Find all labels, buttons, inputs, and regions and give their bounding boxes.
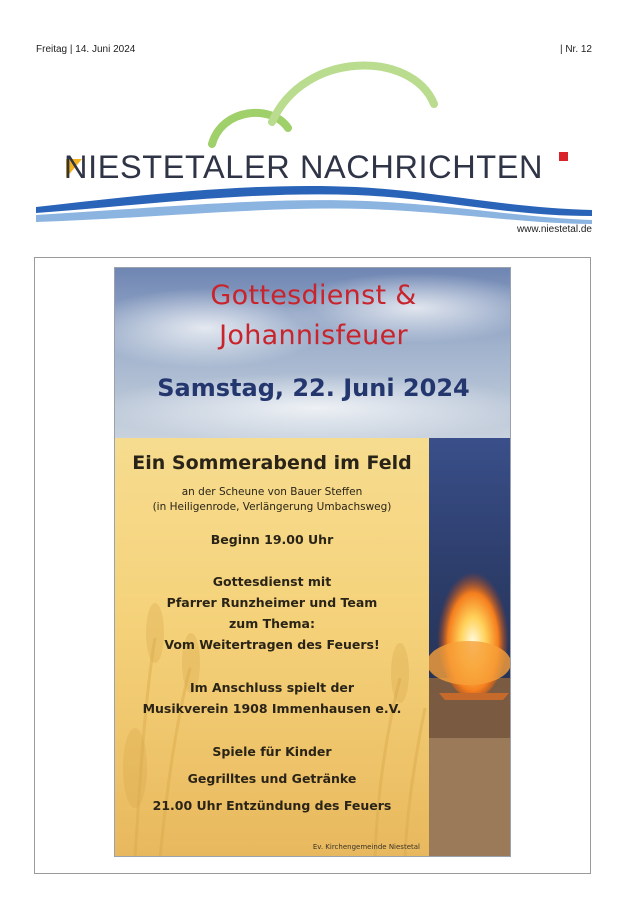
poster-kids: Spiele für Kinder (212, 744, 332, 759)
poster-service-line-1: Gottesdienst mit (212, 574, 332, 589)
masthead-red-square (559, 152, 568, 161)
poster-food: Gegrilltes und Getränke (187, 771, 357, 786)
poster-music-line-1: Im Anschluss spielt der (189, 680, 355, 695)
poster-credit: Ev. Kirchengemeinde Niestetal (312, 843, 420, 851)
poster-date: Samstag, 22. Juni 2024 (157, 374, 470, 402)
poster-title: Ein Sommerabend im Feld (132, 452, 412, 474)
event-poster (114, 267, 511, 857)
masthead-logo (36, 56, 592, 226)
poster-heading-line-1: Gottesdienst & (210, 280, 417, 311)
issue-date: Freitag | 14. Juni 2024 (36, 44, 136, 55)
poster-music-line-2: Musikverein 1908 Immenhausen e.V. (142, 701, 402, 716)
fire-photo (429, 438, 511, 857)
masthead-title: NIESTETALER NACHRICHTEN (64, 149, 544, 185)
poster-heading-line-2: Johannisfeuer (219, 320, 408, 351)
poster-location-line-1: an der Scheune von Bauer Steffen (181, 486, 363, 498)
website-link[interactable]: www.niestetal.de (516, 224, 592, 235)
poster-location-line-2: (in Heiligenrode, Verlängerung Umbachsweg) (152, 501, 392, 513)
poster-service-line-3: zum Thema: (229, 616, 315, 631)
poster-start-time: Beginn 19.00 Uhr (210, 532, 334, 547)
poster-service-line-2: Pfarrer Runzheimer und Team (166, 595, 378, 610)
issue-number: | Nr. 12 (559, 44, 592, 55)
masthead-graphic (36, 56, 592, 226)
poster-fire-time: 21.00 Uhr Entzündung des Feuers (152, 798, 392, 813)
poster-service-line-4: Vom Weitertragen des Feuers! (164, 637, 380, 652)
